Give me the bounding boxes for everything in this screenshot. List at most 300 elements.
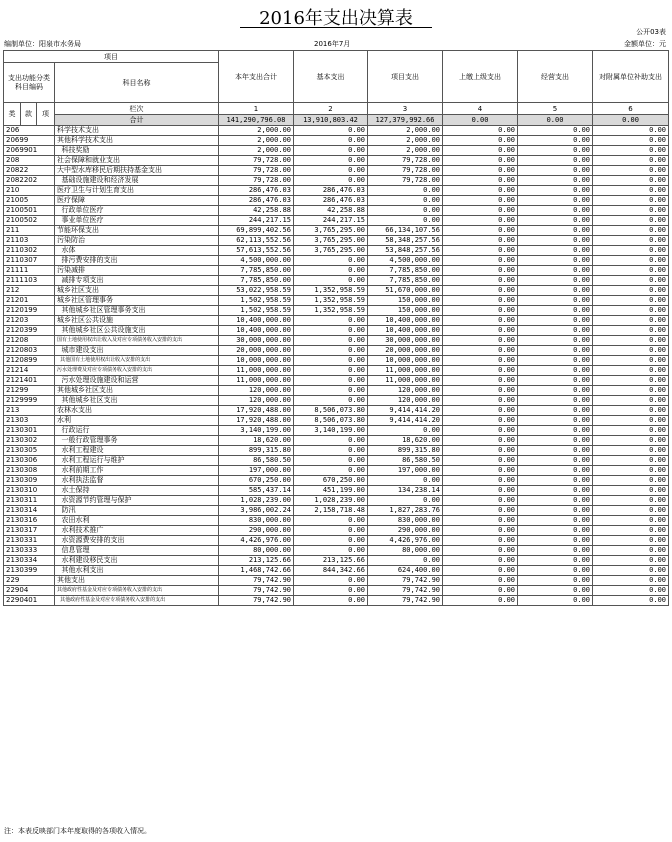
row-cell-subsidy: 0.00: [593, 466, 669, 476]
total-cell-business: 0.00: [518, 115, 593, 126]
expenditure-table: [3, 50, 669, 606]
table-row: [4, 196, 669, 206]
row-cell-project: 58,348,257.56: [368, 236, 443, 246]
row-cell-upper: 0.00: [443, 276, 518, 286]
row-cell-upper: 0.00: [443, 536, 518, 546]
row-cell-basic: 0.00: [294, 596, 368, 606]
row-cell-business: 0.00: [518, 306, 593, 316]
row-cell-upper: 0.00: [443, 446, 518, 456]
table-row: [4, 176, 669, 186]
row-subject-name: 社会保障和就业支出: [55, 156, 219, 166]
row-cell-upper: 0.00: [443, 306, 518, 316]
row-cell-basic: 0.00: [294, 366, 368, 376]
row-cell-upper: 0.00: [443, 586, 518, 596]
row-cell-basic: 0.00: [294, 336, 368, 346]
table-row: [4, 446, 669, 456]
row-subject-name: 水利工程建设: [55, 446, 219, 456]
row-cell-project: 51,670,000.00: [368, 286, 443, 296]
row-cell-business: 0.00: [518, 576, 593, 586]
row-cell-basic: 0.00: [294, 146, 368, 156]
table-row: [4, 146, 669, 156]
table-row: [4, 496, 669, 506]
table-row: [4, 166, 669, 176]
row-cell-business: 0.00: [518, 246, 593, 256]
row-cell-basic: 0.00: [294, 266, 368, 276]
row-cell-subsidy: 0.00: [593, 316, 669, 326]
row-cell-total: 286,476.03: [219, 186, 294, 196]
row-cell-basic: 0.00: [294, 256, 368, 266]
row-cell-subsidy: 0.00: [593, 396, 669, 406]
row-subject-name: 其他城乡社区支出: [55, 386, 219, 396]
row-cell-total: 79,742.90: [219, 596, 294, 606]
row-cell-project: 66,134,107.56: [368, 226, 443, 236]
row-code: 2130333: [4, 546, 55, 556]
row-cell-subsidy: 0.00: [593, 196, 669, 206]
row-cell-upper: 0.00: [443, 296, 518, 306]
row-cell-project: 20,000,000.00: [368, 346, 443, 356]
row-cell-total: 120,000.00: [219, 396, 294, 406]
row-cell-business: 0.00: [518, 596, 593, 606]
row-cell-basic: 844,342.66: [294, 566, 368, 576]
row-cell-subsidy: 0.00: [593, 256, 669, 266]
row-cell-project: 7,785,850.00: [368, 276, 443, 286]
row-subject-name: 污水处理费及对应专项债务收入安排的支出: [55, 366, 219, 376]
title-underline: [240, 27, 432, 28]
row-cell-project: 197,000.00: [368, 466, 443, 476]
row-cell-upper: 0.00: [443, 486, 518, 496]
row-cell-business: 0.00: [518, 536, 593, 546]
header-subsidy: 对附属单位补助支出: [593, 51, 669, 103]
row-cell-upper: 0.00: [443, 476, 518, 486]
row-cell-subsidy: 0.00: [593, 226, 669, 236]
row-code: 210: [4, 186, 55, 196]
row-cell-project: 0.00: [368, 186, 443, 196]
row-cell-basic: 1,028,239.00: [294, 496, 368, 506]
total-cell-basic: 13,910,803.42: [294, 115, 368, 126]
row-cell-total: 11,000,000.00: [219, 366, 294, 376]
row-cell-basic: 286,476.03: [294, 186, 368, 196]
row-cell-business: 0.00: [518, 446, 593, 456]
table-row: [4, 486, 669, 496]
row-subject-name: 行政单位医疗: [55, 206, 219, 216]
row-cell-subsidy: 0.00: [593, 166, 669, 176]
row-cell-business: 0.00: [518, 496, 593, 506]
row-cell-upper: 0.00: [443, 376, 518, 386]
row-cell-project: 30,000,000.00: [368, 336, 443, 346]
row-cell-subsidy: 0.00: [593, 576, 669, 586]
header-item: 项目: [4, 51, 219, 63]
row-cell-subsidy: 0.00: [593, 246, 669, 256]
row-subject-name: 农林水支出: [55, 406, 219, 416]
total-cell-subsidy: 0.00: [593, 115, 669, 126]
table-row: [4, 426, 669, 436]
row-cell-project: 18,620.00: [368, 436, 443, 446]
row-code: 2121401: [4, 376, 55, 386]
row-cell-basic: 2,158,718.48: [294, 506, 368, 516]
row-cell-business: 0.00: [518, 126, 593, 136]
row-subject-name: 水利建设移民支出: [55, 556, 219, 566]
row-cell-project: 0.00: [368, 196, 443, 206]
row-cell-project: 11,000,000.00: [368, 376, 443, 386]
table-row: [4, 226, 669, 236]
row-cell-basic: 213,125.66: [294, 556, 368, 566]
row-cell-basic: 0.00: [294, 356, 368, 366]
row-cell-project: 0.00: [368, 496, 443, 506]
row-cell-project: 0.00: [368, 426, 443, 436]
row-cell-basic: 451,199.00: [294, 486, 368, 496]
header-col5: 5: [518, 103, 593, 115]
row-subject-name: 其他政府性基金及对应专项债务收入安排的支出: [55, 586, 219, 596]
row-cell-total: 18,620.00: [219, 436, 294, 446]
row-cell-project: 290,000.00: [368, 526, 443, 536]
row-cell-basic: 244,217.15: [294, 216, 368, 226]
table-row: [4, 416, 669, 426]
row-cell-project: 2,000.00: [368, 136, 443, 146]
row-cell-total: 79,742.90: [219, 576, 294, 586]
row-cell-business: 0.00: [518, 156, 593, 166]
row-subject-name: 医疗保障: [55, 196, 219, 206]
table-row: [4, 506, 669, 516]
row-cell-basic: 0.00: [294, 436, 368, 446]
row-cell-business: 0.00: [518, 186, 593, 196]
row-cell-upper: 0.00: [443, 366, 518, 376]
row-cell-total: 1,468,742.66: [219, 566, 294, 576]
row-cell-total: 3,140,199.00: [219, 426, 294, 436]
row-cell-subsidy: 0.00: [593, 476, 669, 486]
row-cell-total: 213,125.66: [219, 556, 294, 566]
table-row: [4, 406, 669, 416]
table-row: [4, 286, 669, 296]
row-cell-basic: 1,352,958.59: [294, 306, 368, 316]
row-cell-subsidy: 0.00: [593, 156, 669, 166]
row-cell-total: 7,785,850.00: [219, 276, 294, 286]
row-cell-subsidy: 0.00: [593, 556, 669, 566]
row-subject-name: 基础设施建设和经济发展: [55, 176, 219, 186]
header-lei: 类: [4, 103, 21, 126]
row-cell-basic: 1,352,958.59: [294, 286, 368, 296]
row-cell-upper: 0.00: [443, 336, 518, 346]
row-cell-subsidy: 0.00: [593, 386, 669, 396]
row-cell-subsidy: 0.00: [593, 546, 669, 556]
row-code: 2129999: [4, 396, 55, 406]
row-cell-total: 62,113,552.56: [219, 236, 294, 246]
row-subject-name: 防汛: [55, 506, 219, 516]
row-cell-business: 0.00: [518, 256, 593, 266]
row-code: 21299: [4, 386, 55, 396]
table-row: [4, 536, 669, 546]
row-cell-project: 10,000,000.00: [368, 356, 443, 366]
table-row: [4, 436, 669, 446]
row-cell-business: 0.00: [518, 326, 593, 336]
row-cell-business: 0.00: [518, 296, 593, 306]
row-code: 2100502: [4, 216, 55, 226]
row-subject-name: 水土保持: [55, 486, 219, 496]
row-code: 2120399: [4, 326, 55, 336]
table-row: [4, 306, 669, 316]
table-row: [4, 336, 669, 346]
row-cell-project: 0.00: [368, 556, 443, 566]
total-cell-total: 141,290,796.08: [219, 115, 294, 126]
row-cell-total: 17,920,488.00: [219, 406, 294, 416]
row-cell-project: 79,728.00: [368, 176, 443, 186]
row-cell-total: 670,250.00: [219, 476, 294, 486]
header-col3: 3: [368, 103, 443, 115]
row-cell-business: 0.00: [518, 336, 593, 346]
row-subject-name: 水利前期工作: [55, 466, 219, 476]
total-cell-project: 127,379,992.66: [368, 115, 443, 126]
row-cell-total: 286,476.03: [219, 196, 294, 206]
row-code: 2110302: [4, 246, 55, 256]
row-cell-upper: 0.00: [443, 166, 518, 176]
header-xiang: 项: [37, 103, 55, 126]
table-row: [4, 276, 669, 286]
table-row: [4, 296, 669, 306]
row-cell-upper: 0.00: [443, 396, 518, 406]
row-code: 21005: [4, 196, 55, 206]
row-code: 2130334: [4, 556, 55, 566]
row-cell-subsidy: 0.00: [593, 146, 669, 156]
row-subject-name: 医疗卫生与计划生育支出: [55, 186, 219, 196]
row-cell-total: 10,400,000.00: [219, 316, 294, 326]
row-cell-basic: 0.00: [294, 176, 368, 186]
row-subject-name: 污染减排: [55, 266, 219, 276]
table-row: [4, 376, 669, 386]
row-cell-basic: 0.00: [294, 516, 368, 526]
row-cell-project: 79,728.00: [368, 166, 443, 176]
row-cell-project: 79,742.90: [368, 596, 443, 606]
row-cell-project: 134,238.14: [368, 486, 443, 496]
row-cell-subsidy: 0.00: [593, 506, 669, 516]
row-cell-upper: 0.00: [443, 456, 518, 466]
row-cell-subsidy: 0.00: [593, 176, 669, 186]
row-cell-upper: 0.00: [443, 386, 518, 396]
row-cell-business: 0.00: [518, 206, 593, 216]
row-cell-upper: 0.00: [443, 186, 518, 196]
row-code: 2130306: [4, 456, 55, 466]
row-cell-business: 0.00: [518, 286, 593, 296]
row-cell-project: 2,000.00: [368, 146, 443, 156]
row-cell-subsidy: 0.00: [593, 356, 669, 366]
header-func-code: 支出功能分类科目编码: [4, 63, 55, 103]
row-cell-subsidy: 0.00: [593, 406, 669, 416]
total-cell-upper: 0.00: [443, 115, 518, 126]
row-cell-project: 4,426,976.00: [368, 536, 443, 546]
table-row: [4, 396, 669, 406]
row-cell-total: 2,000.00: [219, 136, 294, 146]
row-cell-subsidy: 0.00: [593, 236, 669, 246]
header-basic: 基本支出: [294, 51, 368, 103]
row-subject-name: 行政运行: [55, 426, 219, 436]
row-code: 2100501: [4, 206, 55, 216]
row-cell-project: 53,848,257.56: [368, 246, 443, 256]
row-cell-subsidy: 0.00: [593, 326, 669, 336]
row-subject-name: 水利执法监督: [55, 476, 219, 486]
row-cell-total: 4,426,976.00: [219, 536, 294, 546]
table-row: [4, 136, 669, 146]
row-cell-upper: 0.00: [443, 526, 518, 536]
table-row: [4, 526, 669, 536]
row-cell-upper: 0.00: [443, 406, 518, 416]
row-cell-subsidy: 0.00: [593, 456, 669, 466]
row-cell-subsidy: 0.00: [593, 206, 669, 216]
row-cell-project: 120,000.00: [368, 386, 443, 396]
row-cell-basic: 0.00: [294, 546, 368, 556]
row-cell-upper: 0.00: [443, 326, 518, 336]
row-cell-business: 0.00: [518, 586, 593, 596]
table-row: [4, 156, 669, 166]
row-subject-name: 其他国有土地使用权出让收入安排的支出: [55, 356, 219, 366]
row-cell-basic: 3,765,295.00: [294, 246, 368, 256]
table-row: [4, 456, 669, 466]
row-subject-name: 其他水利支出: [55, 566, 219, 576]
row-code: 2082202: [4, 176, 55, 186]
table-row: [4, 326, 669, 336]
table-row: [4, 556, 669, 566]
row-cell-upper: 0.00: [443, 506, 518, 516]
row-cell-project: 80,000.00: [368, 546, 443, 556]
row-cell-subsidy: 0.00: [593, 526, 669, 536]
row-code: 2069901: [4, 146, 55, 156]
row-cell-upper: 0.00: [443, 546, 518, 556]
row-cell-total: 79,728.00: [219, 156, 294, 166]
row-subject-name: 事业单位医疗: [55, 216, 219, 226]
row-cell-business: 0.00: [518, 566, 593, 576]
row-subject-name: 其他城乡社区支出: [55, 396, 219, 406]
row-code: 2130317: [4, 526, 55, 536]
row-cell-basic: 0.00: [294, 586, 368, 596]
table-row: [4, 476, 669, 486]
row-subject-name: 排污费安排的支出: [55, 256, 219, 266]
row-code: 20699: [4, 136, 55, 146]
row-cell-subsidy: 0.00: [593, 566, 669, 576]
row-cell-basic: 0.00: [294, 376, 368, 386]
row-cell-upper: 0.00: [443, 416, 518, 426]
row-code: 206: [4, 126, 55, 136]
row-cell-total: 57,613,552.56: [219, 246, 294, 256]
row-cell-upper: 0.00: [443, 426, 518, 436]
row-cell-project: 10,400,000.00: [368, 326, 443, 336]
row-cell-subsidy: 0.00: [593, 516, 669, 526]
row-subject-name: 城市建设支出: [55, 346, 219, 356]
row-cell-total: 17,920,488.00: [219, 416, 294, 426]
row-cell-upper: 0.00: [443, 226, 518, 236]
row-cell-basic: 670,250.00: [294, 476, 368, 486]
row-cell-upper: 0.00: [443, 436, 518, 446]
row-cell-basic: 0.00: [294, 456, 368, 466]
row-code: 20822: [4, 166, 55, 176]
row-cell-business: 0.00: [518, 266, 593, 276]
row-cell-project: 150,000.00: [368, 296, 443, 306]
row-cell-total: 2,000.00: [219, 126, 294, 136]
row-cell-project: 9,414,414.20: [368, 406, 443, 416]
row-code: 2111103: [4, 276, 55, 286]
row-cell-total: 1,028,239.00: [219, 496, 294, 506]
row-code: 2130301: [4, 426, 55, 436]
row-cell-project: 79,728.00: [368, 156, 443, 166]
table-row: [4, 466, 669, 476]
row-cell-basic: 0.00: [294, 166, 368, 176]
row-cell-business: 0.00: [518, 476, 593, 486]
row-cell-upper: 0.00: [443, 576, 518, 586]
row-cell-total: 830,000.00: [219, 516, 294, 526]
row-cell-subsidy: 0.00: [593, 266, 669, 276]
table-row: [4, 206, 669, 216]
row-cell-upper: 0.00: [443, 356, 518, 366]
row-cell-business: 0.00: [518, 386, 593, 396]
row-subject-name: 水资源节约管理与保护: [55, 496, 219, 506]
row-cell-subsidy: 0.00: [593, 416, 669, 426]
row-cell-subsidy: 0.00: [593, 366, 669, 376]
total-label: 合计: [55, 115, 219, 126]
row-cell-business: 0.00: [518, 406, 593, 416]
row-subject-name: 信息管理: [55, 546, 219, 556]
row-cell-basic: 0.00: [294, 526, 368, 536]
row-cell-subsidy: 0.00: [593, 306, 669, 316]
row-cell-total: 20,000,000.00: [219, 346, 294, 356]
row-cell-basic: 0.00: [294, 316, 368, 326]
row-cell-upper: 0.00: [443, 466, 518, 476]
row-subject-name: 水体: [55, 246, 219, 256]
row-cell-upper: 0.00: [443, 176, 518, 186]
row-cell-subsidy: 0.00: [593, 536, 669, 546]
row-cell-subsidy: 0.00: [593, 436, 669, 446]
row-cell-upper: 0.00: [443, 286, 518, 296]
row-cell-project: 1,827,283.76: [368, 506, 443, 516]
row-cell-total: 4,500,000.00: [219, 256, 294, 266]
row-cell-total: 79,742.90: [219, 586, 294, 596]
row-code: 2130311: [4, 496, 55, 506]
row-cell-basic: 0.00: [294, 126, 368, 136]
row-cell-business: 0.00: [518, 216, 593, 226]
table-row: [4, 566, 669, 576]
row-subject-name: 城乡社区支出: [55, 286, 219, 296]
row-cell-upper: 0.00: [443, 496, 518, 506]
row-code: 2130302: [4, 436, 55, 446]
row-code: 208: [4, 156, 55, 166]
table-row: [4, 516, 669, 526]
row-cell-basic: 0.00: [294, 536, 368, 546]
header-business: 经营支出: [518, 51, 593, 103]
row-cell-business: 0.00: [518, 176, 593, 186]
header-row-label: 栏次: [55, 103, 219, 115]
row-code: 21111: [4, 266, 55, 276]
row-code: 2120199: [4, 306, 55, 316]
row-cell-subsidy: 0.00: [593, 496, 669, 506]
row-cell-upper: 0.00: [443, 206, 518, 216]
row-cell-upper: 0.00: [443, 316, 518, 326]
row-code: 212: [4, 286, 55, 296]
table-row: [4, 246, 669, 256]
row-cell-business: 0.00: [518, 526, 593, 536]
row-cell-upper: 0.00: [443, 126, 518, 136]
table-row: [4, 576, 669, 586]
unit-label: 编制单位：阳泉市水务局: [4, 40, 81, 48]
row-cell-basic: 42,258.88: [294, 206, 368, 216]
row-cell-total: 3,986,002.24: [219, 506, 294, 516]
row-code: 2130310: [4, 486, 55, 496]
row-subject-name: 其他政府性基金及对应专项债务收入安排的支出: [55, 596, 219, 606]
row-subject-name: 科学技术支出: [55, 126, 219, 136]
row-cell-business: 0.00: [518, 346, 593, 356]
row-code: 21203: [4, 316, 55, 326]
row-cell-upper: 0.00: [443, 556, 518, 566]
row-cell-project: 9,414,414.20: [368, 416, 443, 426]
row-cell-basic: 0.00: [294, 346, 368, 356]
row-cell-project: 79,742.90: [368, 586, 443, 596]
row-cell-business: 0.00: [518, 426, 593, 436]
row-cell-project: 10,400,000.00: [368, 316, 443, 326]
table-row: [4, 216, 669, 226]
